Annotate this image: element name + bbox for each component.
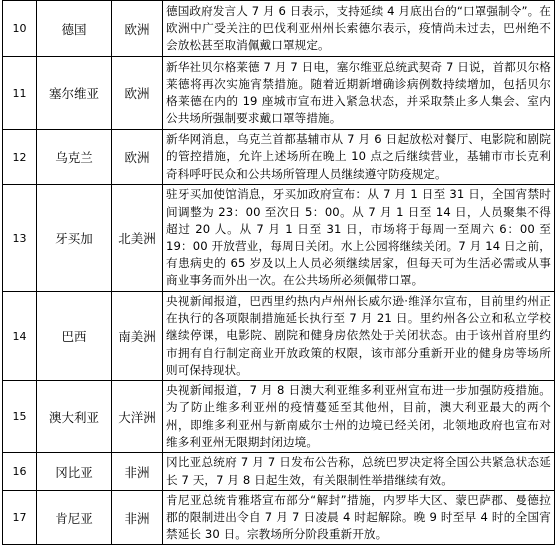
region-cell: 大洋洲 (112, 381, 163, 453)
country-cell: 肯尼亚 (37, 491, 112, 545)
measure-description: 新华网消息，乌克兰首都基辅市从 7 月 6 日起放松对餐厅、电影院和剧院的管控措施，允许上述场所在晚上 10 点之后继续营业，基辅市市长克利奇科呼吁民众和公共场所管理人员继续遵守防疫规定。 (163, 130, 555, 185)
region-cell: 欧洲 (112, 130, 163, 185)
row-number: 14 (3, 292, 37, 381)
row-number: 12 (3, 130, 37, 185)
region-cell: 南美洲 (112, 292, 163, 381)
measure-description: 肯尼亚总统肯雅塔宣布部分“解封”措施，内罗毕大区、蒙巴萨郡、曼德拉郡的限制进出令自 7 月 7 日凌晨 4 时起解除。晚 9 时至早 4 时的全国宵禁延长 30 日。宗教场所分阶段重新开放。 (163, 491, 555, 545)
country-cell: 德国 (37, 1, 112, 57)
row-number: 10 (3, 1, 37, 57)
region-cell: 欧洲 (112, 1, 163, 57)
measure-description: 央视新闻报道，7 月 8 日澳大利亚维多利亚州宣布进一步加强防疫措施。为了防止维多利亚州的疫情蔓延至其他州，目前，澳大利亚最大的两个州，即维多利亚州与新南威尔士州的边境已经关闭，北领地政府也宣布对维多利亚州无限期封闭边境。 (163, 381, 555, 453)
table-row (3, 453, 555, 491)
region-cell: 非洲 (112, 453, 163, 491)
measure-description: 冈比亚总统府 7 月 7 日发布公告称，总统巴罗决定将全国公共紧急状态延长 7 天，7 月 8 日起生效，有关限制性举措继续有效。 (163, 453, 555, 491)
table-row (3, 292, 555, 381)
region-cell: 欧洲 (112, 57, 163, 130)
measures-table (2, 0, 555, 545)
row-number: 15 (3, 381, 37, 453)
row-number: 17 (3, 491, 37, 545)
table-row (3, 185, 555, 292)
region-cell: 北美洲 (112, 185, 163, 292)
country-cell: 塞尔维亚 (37, 57, 112, 130)
table-row (3, 381, 555, 453)
table-row (3, 57, 555, 130)
measure-description: 新华社贝尔格莱德 7 月 7 日电，塞尔维亚总统武契奇 7 日说，首都贝尔格莱德将再次实施宵禁措施。随着近期新增确诊病例数持续增加，包括贝尔格莱德在内的 19 座城市宣布进入紧急状态，并采取禁止多人集会、室内公共场所强制要求戴口罩等措施。 (163, 57, 555, 130)
row-number: 16 (3, 453, 37, 491)
measure-description: 央视新闻报道，巴西里约热内卢州州长威尔逊·维泽尔宣布，目前里约州正在执行的各项限制措施延长执行至 7 月 21 日。里约州各公立和私立学校继续停课，电影院、剧院和健身房依然处于关闭状态。由于该州首府里约市拥有自行制定商业开放政策的权限，该市部分重新开业的健身房等场所则可保持现状。 (163, 292, 555, 381)
country-cell: 冈比亚 (37, 453, 112, 491)
measure-description: 驻牙买加使馆消息，牙买加政府宣布：从 7 月 1 日至 31 日，全国宵禁时间调整为 23：00 至次日 5：00。从 7 月 1 日至 14 日，人员聚集不得超过 20 人。从 7 月 1 日至 31 日，市场将于每周一至周六 6：00 至 19：00 开放营业，每周日关闭。水上公园将继续关闭。7 月 14 日之前，有患病史的 65 岁及以上人员必须继续居家，但每天可为生活必需或从事商业事务而外出一次。在公共场所必须佩带口罩。 (163, 185, 555, 292)
table-row (3, 130, 555, 185)
country-cell: 乌克兰 (37, 130, 112, 185)
country-cell: 巴西 (37, 292, 112, 381)
table-row (3, 1, 555, 57)
country-cell: 牙买加 (37, 185, 112, 292)
row-number: 13 (3, 185, 37, 292)
table-row (3, 491, 555, 545)
row-number: 11 (3, 57, 37, 130)
measure-description: 德国政府发言人 7 月 6 日表示，支持延续 4 月底出台的“口罩强制令”。在欧洲中广受关注的巴伐利亚州州长索德尔表示，疫情尚未过去，巴州绝不会放松甚至取消佩戴口罩规定。 (163, 1, 555, 57)
region-cell: 非洲 (112, 491, 163, 545)
country-cell: 澳大利亚 (37, 381, 112, 453)
